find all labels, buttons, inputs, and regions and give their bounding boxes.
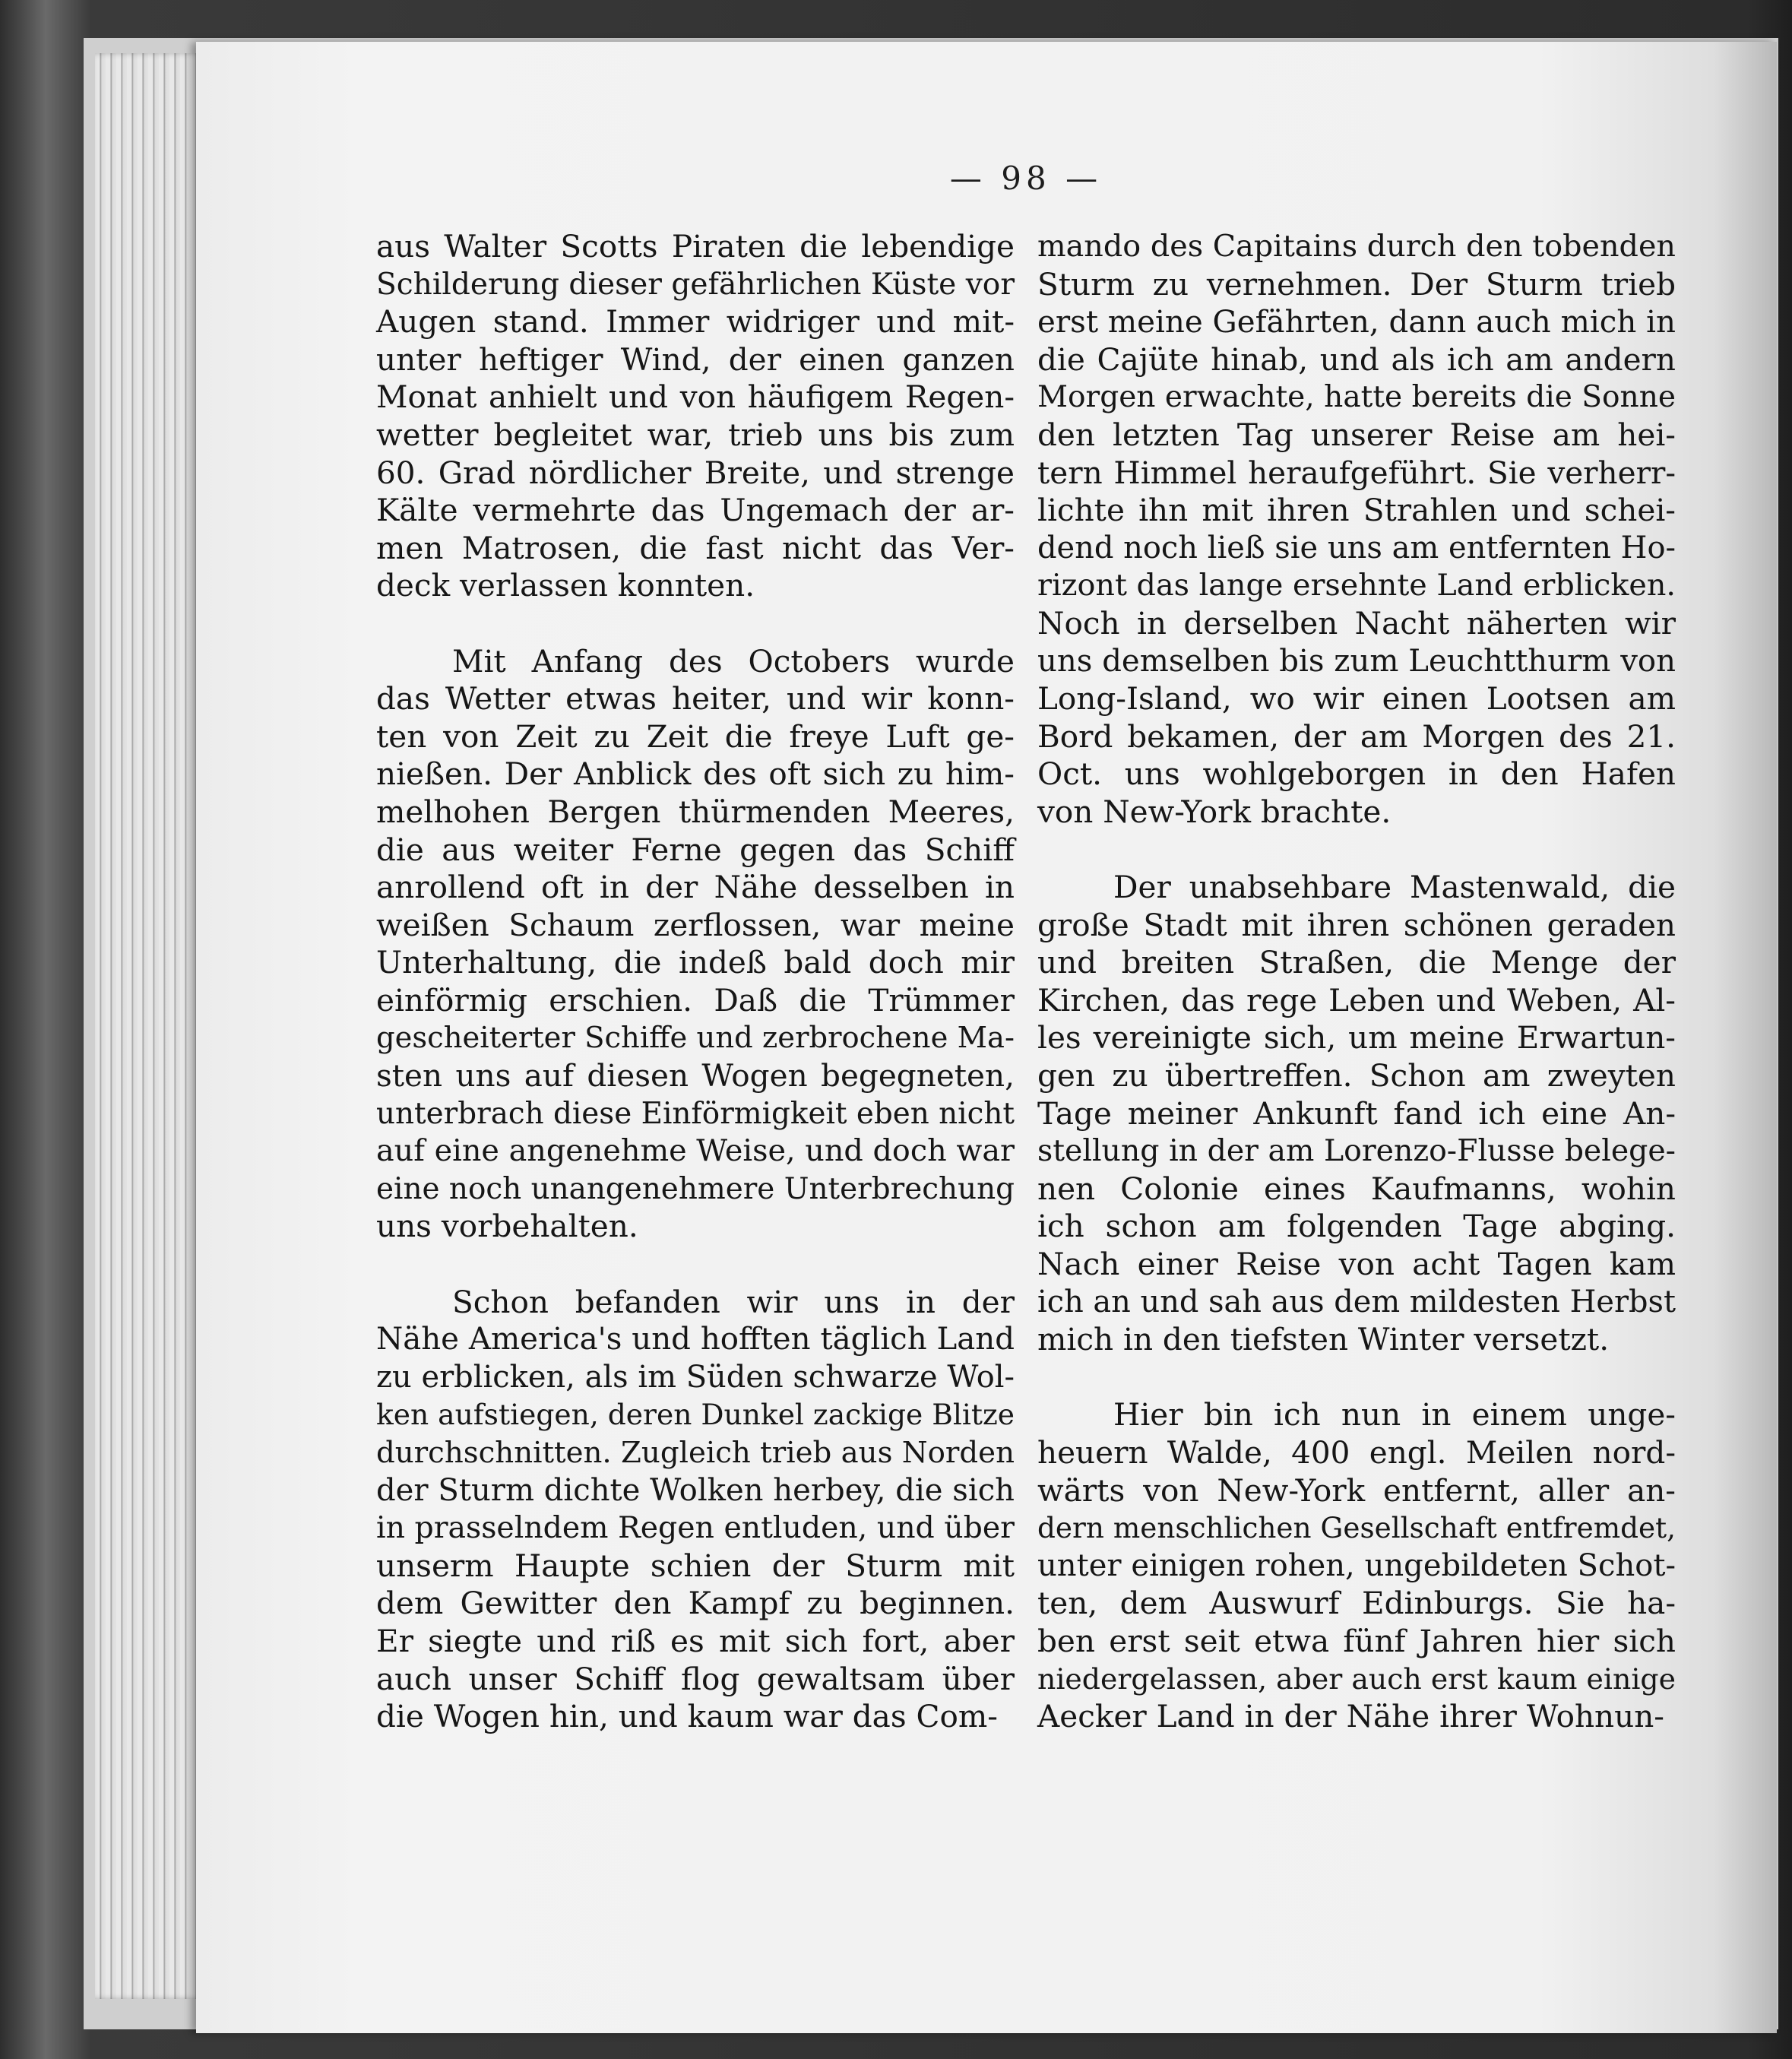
left-column — [376, 228, 1015, 1736]
text-line: Er siegte und riß es mit sich fort, aber — [376, 1622, 1015, 1659]
text-line: Aecker Land in der Nähe ihrer Wohnun- — [1037, 1698, 1664, 1735]
text-line: zu erblicken, als im Süden schwarze Wol- — [376, 1359, 1015, 1395]
text-line: ten von Zeit zu Zeit die freye Luft ge- — [376, 717, 1015, 755]
text-line: uns demselben bis zum Leuchtthurm von — [1037, 643, 1676, 679]
text-line: Long-Island, wo wir einen Lootsen am — [1037, 680, 1676, 717]
right-column — [1037, 228, 1676, 1736]
text-line: die aus weiter Ferne gegen das Schiff — [376, 831, 1015, 868]
text-line: dern menschlichen Gesellschaft entfremdet, — [1037, 1511, 1676, 1545]
text-line: stellung in der am Lorenzo-Flusse belege- — [1037, 1133, 1676, 1169]
text-line: Nach einer Reise von acht Tagen kam — [1037, 1246, 1676, 1283]
text-line: ken aufstiegen, deren Dunkel zackige Blitze — [376, 1398, 1015, 1432]
text-line: und breiten Straßen, die Menge der — [1037, 944, 1676, 981]
text-line: ben erst seit etwa fünf Jahren hier sich — [1037, 1622, 1676, 1659]
text-line: dend noch ließ sie uns am entfernten Ho- — [1037, 530, 1676, 565]
text-line: les vereinigte sich, um meine Erwartun- — [1037, 1019, 1676, 1056]
text-line: Schon befanden wir uns in der — [452, 1283, 1015, 1320]
text-line: aus Walter Scotts Piraten die lebendige — [376, 228, 1015, 265]
text-line: das Wetter etwas heiter, und wir konn- — [376, 680, 1015, 717]
text-line: Bord bekamen, der am Morgen des 21. — [1037, 717, 1676, 755]
paragraph — [376, 643, 1015, 1246]
text-line: wetter begleitet war, trieb uns bis zum — [376, 416, 1015, 453]
text-line: Nähe America's und hofften täglich Land — [376, 1322, 1015, 1357]
text-line: gen zu übertreffen. Schon am zweyten — [1037, 1057, 1676, 1094]
text-line: Der unabsehbare Mastenwald, die — [1113, 869, 1676, 906]
text-line: unterbrach diese Einförmigkeit eben nicht — [376, 1096, 1015, 1131]
text-line: unter einigen rohen, ungebildeten Schot- — [1037, 1547, 1676, 1583]
text-line: tern Himmel heraufgeführt. Sie verherr- — [1037, 454, 1676, 491]
text-line: uns vorbehalten. — [376, 1208, 638, 1245]
page-edges — [95, 53, 201, 1999]
text-line: unter heftiger Wind, der einen ganzen — [376, 341, 1015, 378]
text-line: Oct. uns wohlgeborgen in den Hafen — [1037, 755, 1676, 793]
text-line: einförmig erschien. Daß die Trümmer — [376, 981, 1015, 1018]
paragraph — [376, 228, 1015, 605]
text-line: der Sturm dichte Wolken herbey, die sich — [376, 1472, 1015, 1508]
text-line: den letzten Tag unserer Reise am hei- — [1037, 416, 1676, 453]
text-line: deck verlassen konnten. — [376, 567, 755, 604]
text-line: die Cajüte hinab, und als ich am andern — [1037, 341, 1676, 378]
text-line: Sturm zu vernehmen. Der Sturm trieb — [1037, 265, 1676, 303]
text-line: die Wogen hin, und kaum war das Com- — [376, 1698, 998, 1735]
text-line: auch unser Schiff flog gewaltsam über — [376, 1660, 1015, 1697]
text-line: nen Colonie eines Kaufmanns, wohin — [1037, 1170, 1676, 1207]
text-line: ich an und sah aus dem mildesten Herbst — [1037, 1284, 1676, 1319]
text-line: sten uns auf diesen Wogen begegneten, — [376, 1057, 1015, 1094]
text-line: durchschnitten. Zugleich trieb aus Norden — [376, 1436, 1015, 1470]
paragraph — [1037, 869, 1676, 1359]
text-line: weißen Schaum zerflossen, war meine — [376, 906, 1015, 943]
text-line: Kirchen, das rege Leben und Weben, Al- — [1037, 981, 1676, 1018]
paragraph — [376, 1284, 1015, 1736]
text-line: wärts von New-York entfernt, aller an- — [1037, 1471, 1676, 1509]
text-line: ten, dem Auswurf Edinburgs. Sie ha- — [1037, 1585, 1676, 1622]
text-line: anrollend oft in der Nähe desselben in — [376, 869, 1015, 906]
paragraph — [1037, 228, 1676, 832]
text-line: 60. Grad nördlicher Breite, und strenge — [376, 454, 1015, 491]
text-line: mando des Capitains durch den tobenden — [1037, 229, 1676, 264]
text-line: Tage meiner Ankunft fand ich eine An- — [1037, 1094, 1676, 1132]
text-line: Augen stand. Immer widriger und mit- — [376, 303, 1015, 341]
text-line: Monat anhielt und von häufigem Regen- — [376, 379, 1015, 416]
text-line: Mit Anfang des Octobers wurde — [452, 642, 1015, 679]
text-line: dem Gewitter den Kampf zu beginnen. — [376, 1585, 1015, 1622]
text-line: eine noch unangenehmere Unterbrechung — [376, 1171, 1015, 1206]
text-line: Kälte vermehrte das Ungemach der ar- — [376, 492, 1015, 529]
text-line: rizont das lange ersehnte Land erblicken. — [1037, 568, 1676, 603]
text-line: lichte ihn mit ihren Strahlen und schei- — [1037, 492, 1676, 529]
text-line: Hier bin ich nun in einem unge- — [1113, 1396, 1676, 1433]
text-line: Unterhaltung, die indeß bald doch mir — [376, 944, 1015, 981]
text-line: Morgen erwachte, hatte bereits die Sonne — [1037, 380, 1676, 415]
text-line: Noch in derselben Nacht näherten wir — [1037, 604, 1676, 641]
text-line: nießen. Der Anblick des oft sich zu him- — [376, 755, 1015, 793]
text-line: gescheiterter Schiffe und zerbrochene Ma- — [376, 1021, 1015, 1056]
text-line: heuern Walde, 400 engl. Meilen nord- — [1037, 1434, 1676, 1471]
text-line: erst meine Gefährten, dann auch mich in — [1037, 304, 1676, 341]
text-line: ich schon am folgenden Tage abging. — [1037, 1208, 1676, 1245]
paragraph — [1037, 1396, 1676, 1735]
text-line: melhohen Bergen thürmenden Meeres, — [376, 793, 1015, 830]
text-line: unserm Haupte schien der Sturm mit — [376, 1547, 1015, 1584]
text-line: niedergelassen, aber auch erst kaum einige — [1037, 1661, 1676, 1696]
text-line: mich in den tiefsten Winter versetzt. — [1037, 1321, 1610, 1358]
page-number: — 98 — — [949, 160, 1103, 197]
text-line: Schilderung dieser gefährlichen Küste vor — [376, 267, 1015, 302]
text-line: von New-York brachte. — [1037, 793, 1391, 830]
text-line: in prasselndem Regen entluden, und über — [376, 1510, 1015, 1546]
text-line: auf eine angenehme Weise, und doch war — [376, 1133, 1015, 1169]
text-line: men Matrosen, die fast nicht das Ver- — [376, 529, 1015, 566]
text-line: große Stadt mit ihren schönen geraden — [1037, 906, 1676, 943]
